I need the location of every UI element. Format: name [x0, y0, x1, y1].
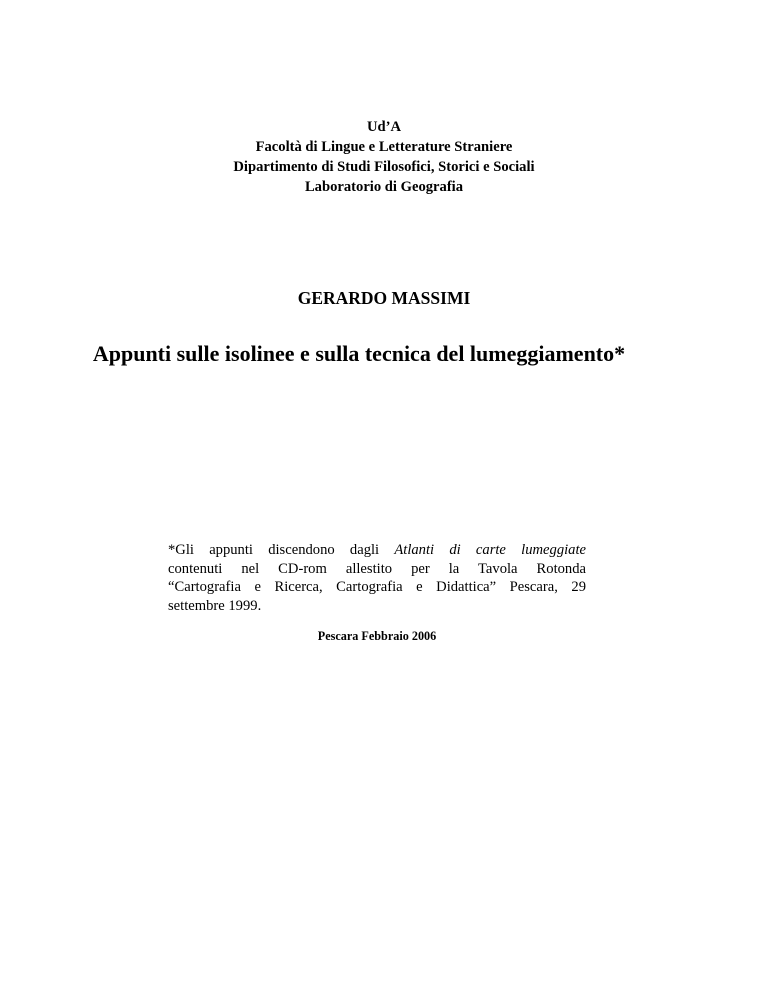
place-date-line: Pescara Febbraio 2006	[317, 629, 437, 643]
document-title: Appunti sulle isolinee e sulla tecnica del lumeggiamento*	[92, 341, 626, 366]
footnote-line-3: “Cartografia e Ricerca, Cartografia e Didattica” Pescara, 29	[168, 579, 586, 595]
institution-line-faculty: Facoltà di Lingue e Letterature Straniere	[255, 139, 513, 155]
institution-line-laboratory: Laboratorio di Geografia	[304, 179, 464, 195]
footnote-line-2: contenuti nel CD-rom allestito per la Tavola Rotonda	[168, 560, 586, 577]
institution-line-department: Dipartimento di Studi Filosofici, Storici e Sociali	[233, 159, 535, 175]
footnote-line-4: settembre 1999.	[168, 597, 262, 614]
institution-line-university: Ud’A	[366, 119, 402, 135]
footnote-line-1-prefix: *Gli appunti discendono dagli	[168, 542, 395, 558]
author-name: GERARDO MASSIMI	[297, 288, 471, 308]
institution-header	[0, 117, 768, 197]
footnote-line-1-italic: Atlanti di carte lumeggiate	[394, 542, 587, 558]
footnote-line-1	[168, 541, 586, 560]
footnote	[168, 541, 586, 615]
